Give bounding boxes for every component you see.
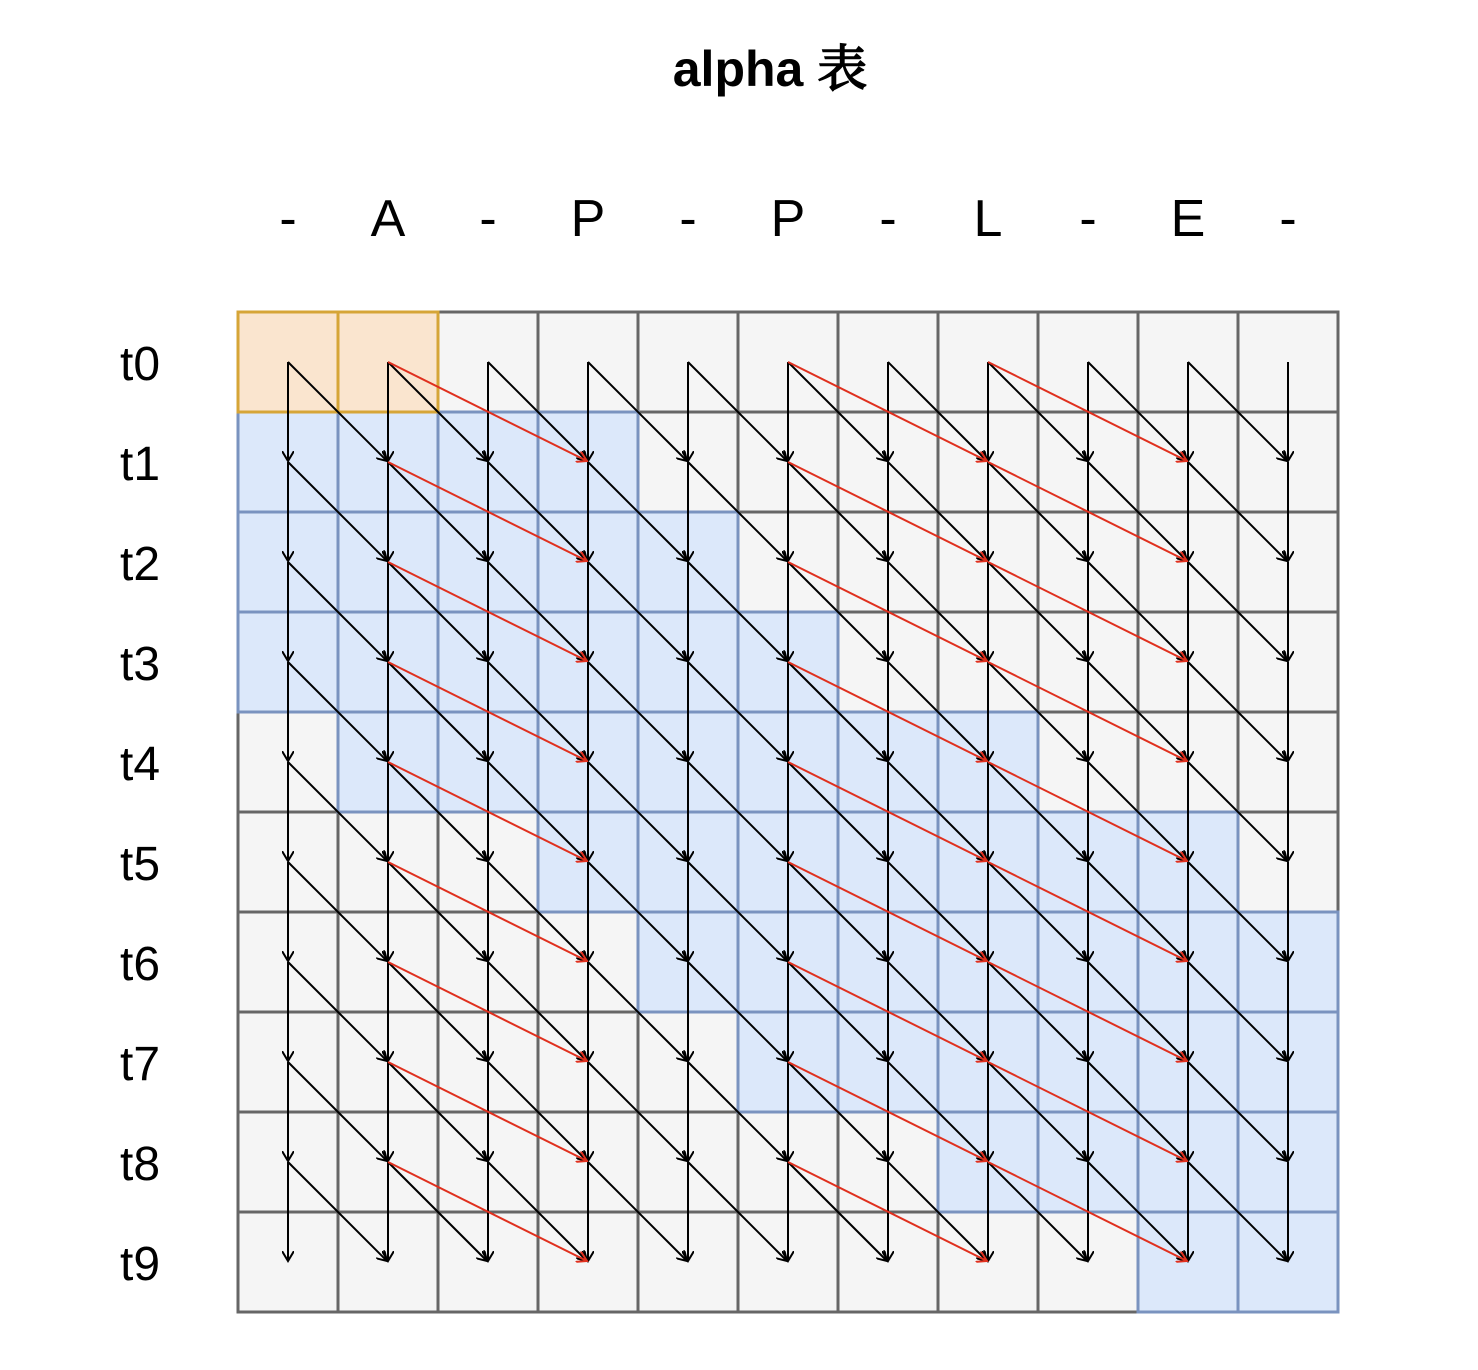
- row-label: t6: [119, 938, 161, 991]
- column-labels: [279, 190, 1296, 248]
- column-label: P: [770, 190, 806, 248]
- column-label: E: [1170, 190, 1206, 248]
- column-label: -: [879, 190, 897, 248]
- row-label: t3: [119, 638, 161, 691]
- row-label: t2: [119, 538, 161, 591]
- column-label: -: [1079, 190, 1097, 248]
- row-labels: [120, 338, 160, 1291]
- column-label: -: [479, 190, 497, 248]
- column-label: -: [279, 190, 297, 248]
- column-label: P: [570, 190, 606, 248]
- column-label: A: [370, 190, 406, 248]
- column-label: -: [1279, 190, 1297, 248]
- column-label: -: [679, 190, 697, 248]
- column-label: L: [973, 190, 1003, 248]
- row-label: t9: [119, 1238, 161, 1291]
- row-label: t5: [119, 838, 161, 891]
- diagram-title: alpha 表: [672, 41, 868, 97]
- row-label: t1: [119, 438, 161, 491]
- row-label: t0: [119, 338, 161, 391]
- row-label: t7: [119, 1038, 161, 1091]
- row-label: t8: [119, 1138, 161, 1191]
- row-label: t4: [119, 738, 161, 791]
